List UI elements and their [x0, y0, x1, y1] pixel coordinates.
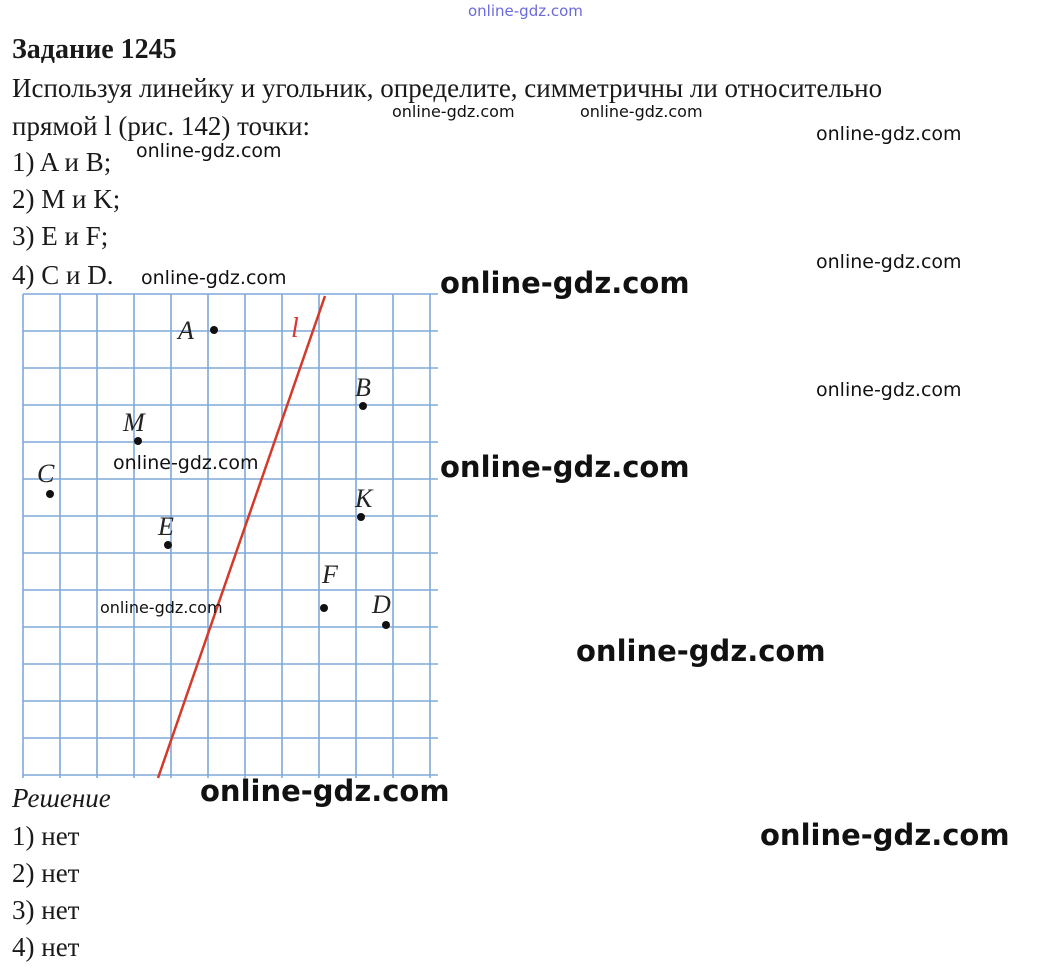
line-l-label: l: [291, 313, 299, 344]
point-m-label: M: [123, 408, 145, 437]
figure-142: [22, 293, 440, 780]
task-text-line-2: прямой l (рис. 142) точки:: [12, 111, 310, 141]
point-d-label: D: [372, 590, 391, 619]
point-k: [357, 513, 365, 521]
point-c: [46, 490, 54, 498]
task-title: Задание 1245: [12, 34, 177, 65]
task-text-line-1: Используя линейку и угольник, определите, симметричны ли относительно: [12, 73, 883, 103]
point-f: [320, 604, 328, 612]
task-item-4: 4) C и D.: [12, 260, 114, 290]
watermark: online-gdz.com: [392, 102, 515, 121]
watermark: online-gdz.com: [141, 267, 287, 289]
watermark: online-gdz.com: [816, 379, 962, 401]
watermark: online-gdz.com: [440, 450, 690, 484]
watermark: online-gdz.com: [113, 452, 259, 474]
watermark: online-gdz.com: [576, 634, 826, 668]
solution-heading: Решение: [12, 783, 111, 813]
watermark: online-gdz.com: [440, 266, 690, 300]
point-e-label: E: [158, 512, 174, 541]
point-b-label: B: [355, 373, 371, 402]
watermark: online-gdz.com: [816, 123, 962, 145]
answer-2: 2) нет: [12, 858, 80, 888]
watermark: online-gdz.com: [816, 251, 962, 273]
answer-3: 3) нет: [12, 895, 80, 925]
point-b: [359, 402, 367, 410]
point-a: [210, 326, 218, 334]
watermark: online-gdz.com: [760, 818, 1010, 852]
answer-1: 1) нет: [12, 821, 80, 851]
watermark: online-gdz.com: [100, 598, 223, 617]
point-a-label: A: [178, 316, 194, 345]
point-f-label: F: [322, 560, 338, 589]
answer-4: 4) нет: [12, 932, 80, 962]
point-k-label: K: [355, 484, 373, 513]
task-item-3: 3) E и F;: [12, 221, 109, 251]
watermark: online-gdz.com: [580, 102, 703, 121]
point-d: [382, 621, 390, 629]
watermark: online-gdz.com: [200, 774, 450, 808]
task-item-2: 2) M и K;: [12, 184, 121, 214]
point-c-label: C: [37, 459, 55, 488]
watermark-top: online-gdz.com: [468, 2, 583, 20]
task-item-1: 1) A и B;: [12, 147, 112, 177]
point-e: [164, 541, 172, 549]
grid: [23, 294, 438, 778]
point-m: [134, 437, 142, 445]
watermark: online-gdz.com: [136, 140, 282, 162]
